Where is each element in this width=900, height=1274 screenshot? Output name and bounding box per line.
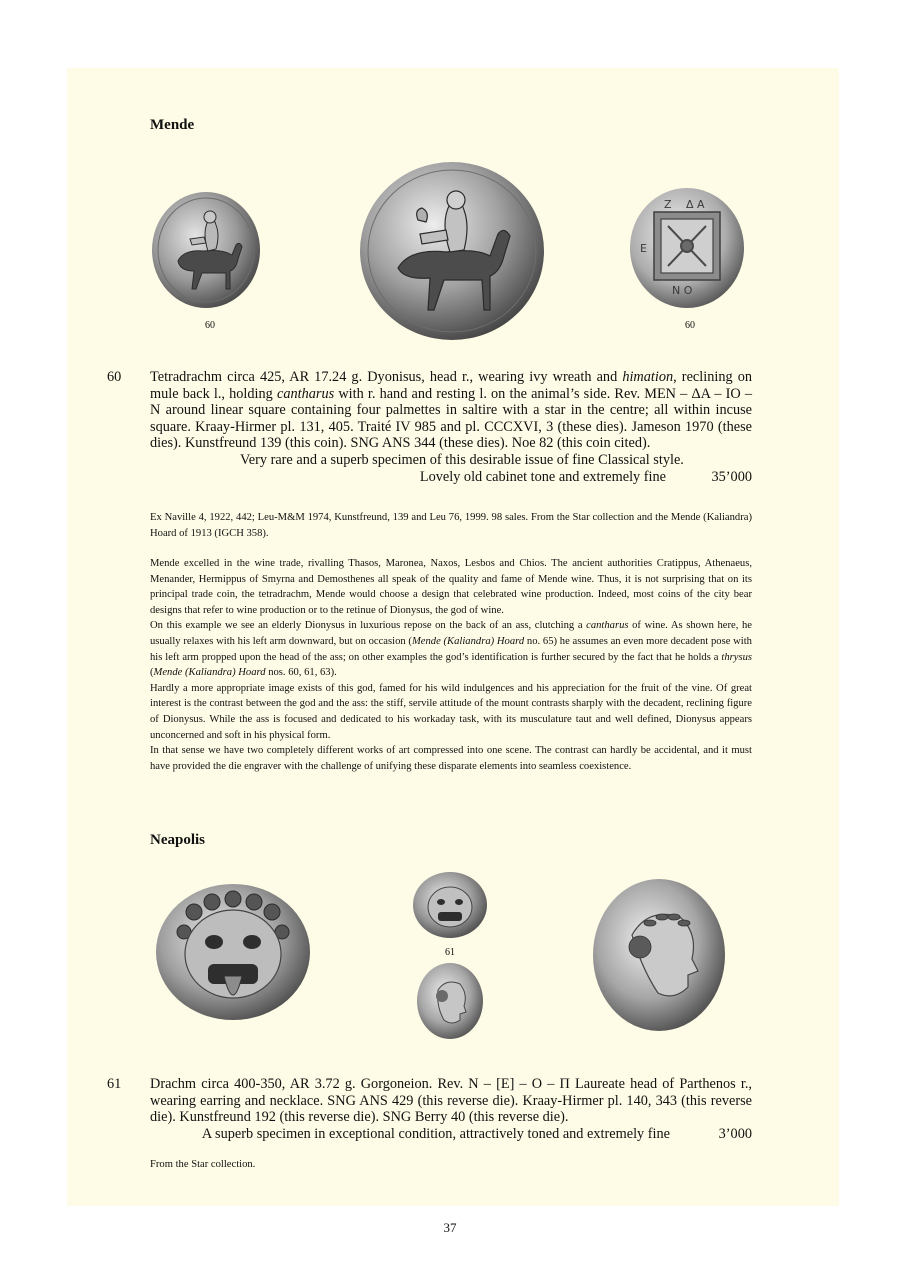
- lot-provenance: Ex Naville 4, 1922, 442; Leu-M&M 1974, Kunstfreund, 139 and Leu 76, 1999. 98 sales. From the Star collection and the Mende (Kaliandra) Hoard of 1913 (IGCH 358).: [150, 512, 752, 539]
- lot-grade-line: [150, 469, 752, 486]
- essay-paragraph: Mende excelled in the wine trade, rivalling Thasos, Maronea, Naxos, Lesbos and Chios. The ancient authorities Cratippus, Athenaeus, Menander, Hermippus of Smyrna and Demosthenes all speak of the quality and fame of Mende wine. Thus, it is not surprising that on its principal trade coin, the tetradrachm, Mende would choose a design that celebrated wine production. Indeed, most coins of the city bear designs that refer to wine production or to the retinue of Dionysus, the god of wine.: [150, 558, 752, 616]
- lot-description: Tetradrachm circa 425, AR 17.24 g. Dyonisus, head r., wearing ivy wreath and himation, reclining on mule back l., holding cantharus with r. hand and resting l. on the animal’s side. Rev. MEN – ΔA – IO – N around linear square containing four palmettes in saltire with a star in the centre; all within incuse square. Kraay-Hirmer pl. 131, 405. Traité IV 985 and pl. CCCXVI, 3 (these dies). Jameson 1970 (these dies). Kunstfreund 139 (this coin). SNG ANS 344 (these dies). Noe 82 (this coin cited).: [150, 369, 752, 452]
- coin-legend: Δ A: [686, 198, 705, 211]
- lot-remarks: [150, 1126, 752, 1143]
- lot-grade-line: [150, 1126, 752, 1143]
- coin-image-neapolis-reverse-small: [416, 962, 484, 1040]
- lot-remarks: [150, 452, 752, 485]
- lot-description: Drachm circa 400-350, AR 3.72 g. Gorgoneion. Rev. N – [E] – O – Π Laureate head of Parthenos r., wearing earring and necklace. SNG ANS 429 (this reverse die). Kraay-Hirmer pl. 140, 343 (this reverse die). Kunstfreund 192 (this reverse die). SNG Berry 40 (this reverse die).: [150, 1076, 752, 1126]
- coin-image-neapolis-obverse-large: [154, 882, 312, 1022]
- section-title-mende: Mende: [150, 117, 195, 133]
- coin-caption: 61: [445, 947, 455, 958]
- essay-paragraph: On this example we see an elderly Dionysus in luxurious repose on the back of an ass, clutching a cantharus of wine. As shown here, he usually relaxes with his left arm downward, but on occasion (Mende (Kaliandra) Hoard no. 65) he assumes an even more decadent pose with his left arm propped upon the head of the ass; on other examples the god’s identification is further secured by the fact that he holds a thrysus (Mende (Kaliandra) Hoard nos. 60, 61, 63).: [150, 620, 753, 679]
- section-title-neapolis: Neapolis: [150, 832, 206, 848]
- page-number: 37: [443, 1220, 457, 1235]
- coin-image-mende-obverse-large: [358, 160, 546, 342]
- coin-legend: Z: [664, 198, 672, 211]
- coin-image-mende-obverse-small: [150, 189, 262, 311]
- coin-image-neapolis-reverse-large: [592, 877, 726, 1033]
- coin-legend: N Ο: [672, 284, 693, 297]
- lot-remark: Very rare and a superb specimen of this desirable issue of fine Classical style.: [240, 452, 684, 468]
- coin-legend: E: [640, 242, 647, 255]
- lot-price: 3’000: [718, 1126, 752, 1142]
- lot-provenance: From the Star collection.: [150, 1159, 256, 1170]
- lot-number: 60: [107, 369, 122, 385]
- essay-paragraph: In that sense we have two completely different works of art compressed into one scene. The contrast can hardly be accidental, and it must have provided the die engraver with the challenge of unifying these disparate elements into seamless coexistence.: [150, 745, 752, 772]
- lot-essay: [150, 556, 752, 774]
- coin-caption: 60: [205, 320, 215, 331]
- essay-paragraph: Hardly a more appropriate image exists of this god, famed for his wild indulgences and his appreciation for the fruit of the vine. Of great interest is the contrast between the god and the ass: the stiff, servile attitude of the mount contrasts sharply with the decadent, reclining figure of Dionysus. While the ass is focused and dedicated to his workaday task, with its musculature taut and well defined, Dionysus appears unconcerned and soft in his physical form.: [150, 682, 752, 741]
- coin-image-neapolis-obverse-small: [412, 871, 488, 939]
- lot-remark: Lovely old cabinet tone and extremely fine: [419, 468, 666, 485]
- coin-caption: 60: [685, 320, 695, 331]
- lot-number: 61: [107, 1076, 122, 1092]
- lot-price: 35’000: [711, 468, 752, 485]
- coin-image-mende-reverse: [628, 186, 746, 310]
- lot-remark: A superb specimen in exceptional condition, attractively toned and extremely fine: [201, 1126, 670, 1142]
